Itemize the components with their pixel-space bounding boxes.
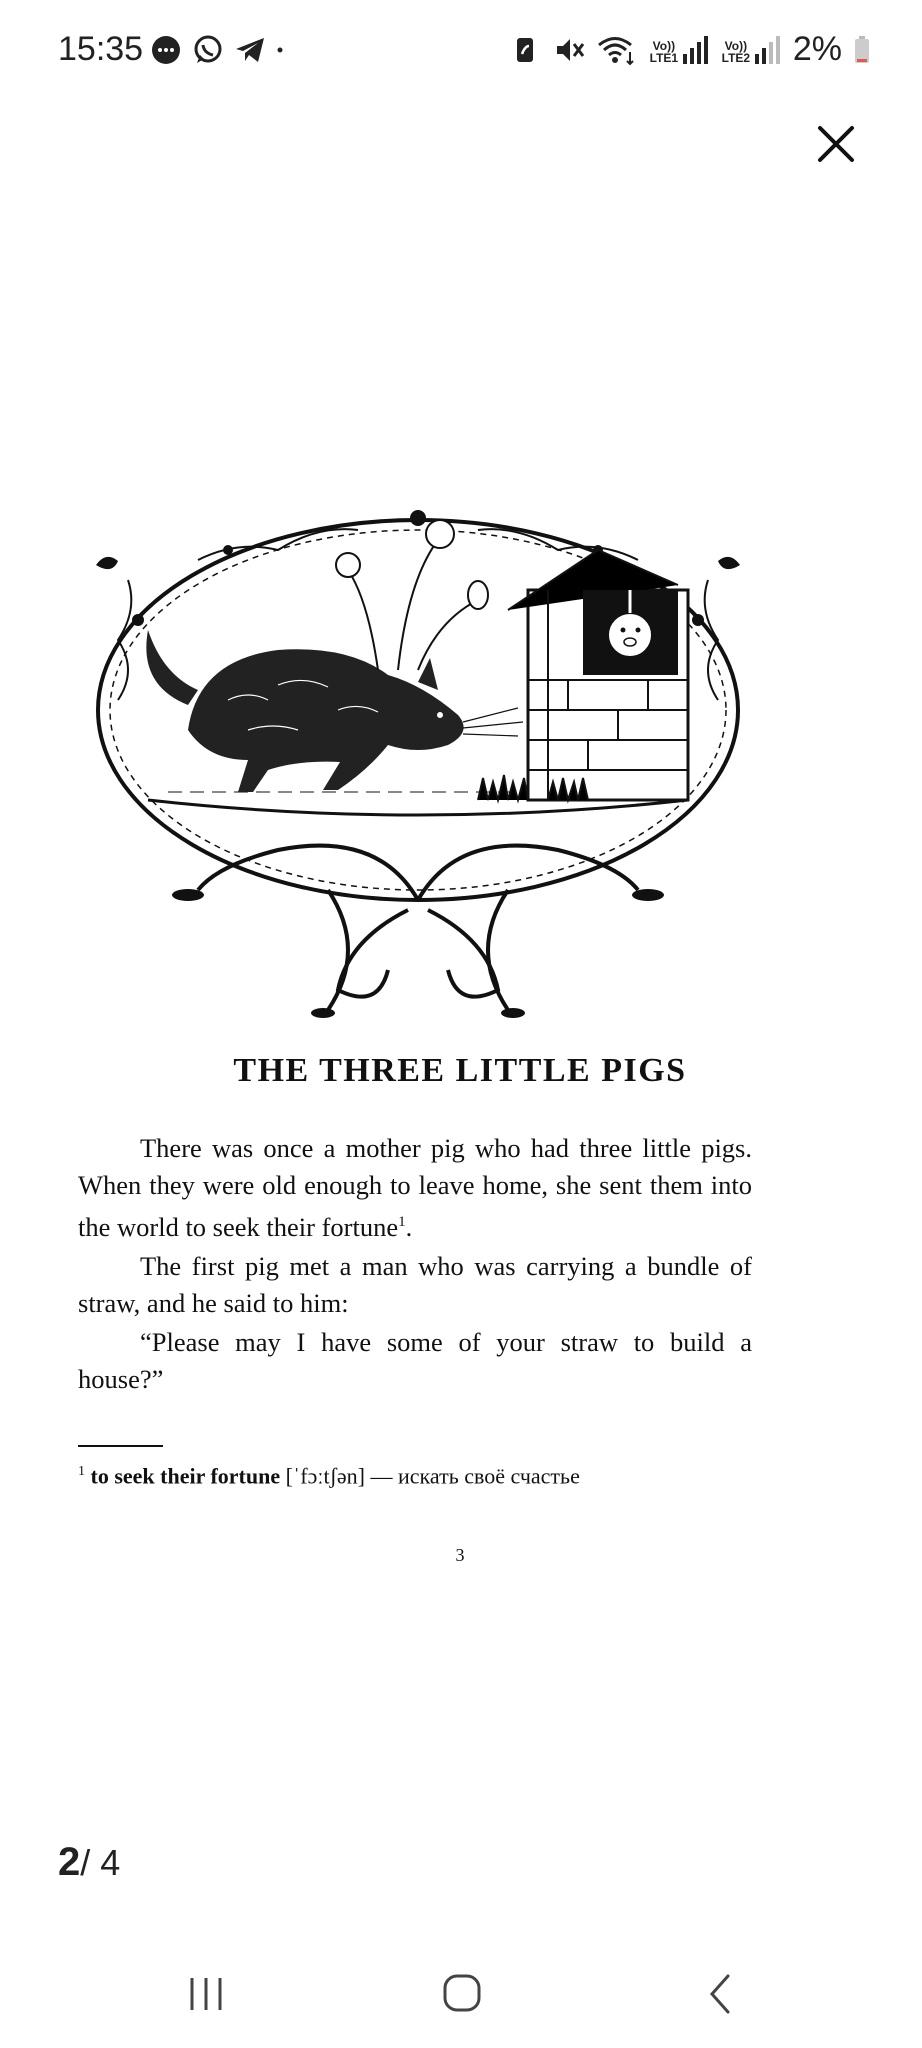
chapter-title: THE THREE LITTLE PIGS xyxy=(233,1052,687,1089)
footnote-translation: [ˈfɔːtʃən] — искать своё счастье xyxy=(280,1463,580,1489)
lte1-signal xyxy=(649,36,709,64)
battery-percent: 2% xyxy=(792,30,842,68)
paragraph-2: The first pig met a man who was carrying a bundle of straw, and he said to him: xyxy=(78,1250,752,1318)
navigation-bar xyxy=(0,1940,922,2048)
recent-apps-button[interactable] xyxy=(176,1968,236,2020)
footnote-number: 1 xyxy=(78,1464,85,1479)
lte2-label: Vo)) LTE2 xyxy=(721,38,751,65)
back-button[interactable] xyxy=(692,1968,752,2020)
dot-icon xyxy=(276,34,292,66)
chapter-illustration xyxy=(78,470,838,1030)
status-time: 15:35 xyxy=(58,30,144,68)
mute-icon xyxy=(553,34,585,66)
printed-page-number: 3 xyxy=(455,1545,465,1565)
chat-bubble-icon xyxy=(150,34,182,66)
home-button[interactable] xyxy=(432,1968,492,2020)
nfc-icon xyxy=(509,34,541,66)
notification-icons xyxy=(150,34,292,66)
telegram-icon xyxy=(234,34,266,66)
footnote-term: to seek their fortune xyxy=(90,1463,281,1489)
paragraph-3: “Please may I have some of your straw to build a house?” xyxy=(78,1326,752,1394)
lte2-signal xyxy=(721,36,781,64)
page-indicator xyxy=(58,1840,120,1885)
status-bar xyxy=(0,0,922,104)
footnote-reference[interactable]: 1 xyxy=(398,1214,406,1230)
paragraph-1-end: . xyxy=(405,1211,413,1242)
paragraph-1 xyxy=(78,1130,752,1246)
lte1-label: Vo)) LTE1 xyxy=(649,38,679,65)
recent-apps-icon xyxy=(176,1968,236,2020)
home-icon xyxy=(432,1968,492,2020)
signal-lte2-icon xyxy=(755,36,781,64)
footnote xyxy=(78,1455,752,1493)
wifi-icon xyxy=(597,34,637,66)
signal-lte1-icon xyxy=(683,36,709,64)
paragraph-1-text: There was once a mother pig who had three little pigs. When they were old enough to leave home, she sent them into the world to seek their fortune xyxy=(78,1133,752,1242)
story-text xyxy=(78,1130,752,1398)
footnote-divider xyxy=(78,1445,163,1447)
document-page xyxy=(60,380,860,1640)
whatsapp-icon xyxy=(192,34,224,66)
close-icon xyxy=(810,118,862,170)
close-button[interactable] xyxy=(810,118,862,170)
current-page: 2 xyxy=(58,1840,81,1884)
system-icons xyxy=(509,30,870,69)
battery-icon xyxy=(854,36,870,64)
back-icon xyxy=(692,1968,752,2020)
total-pages: / 4 xyxy=(80,1842,121,1883)
